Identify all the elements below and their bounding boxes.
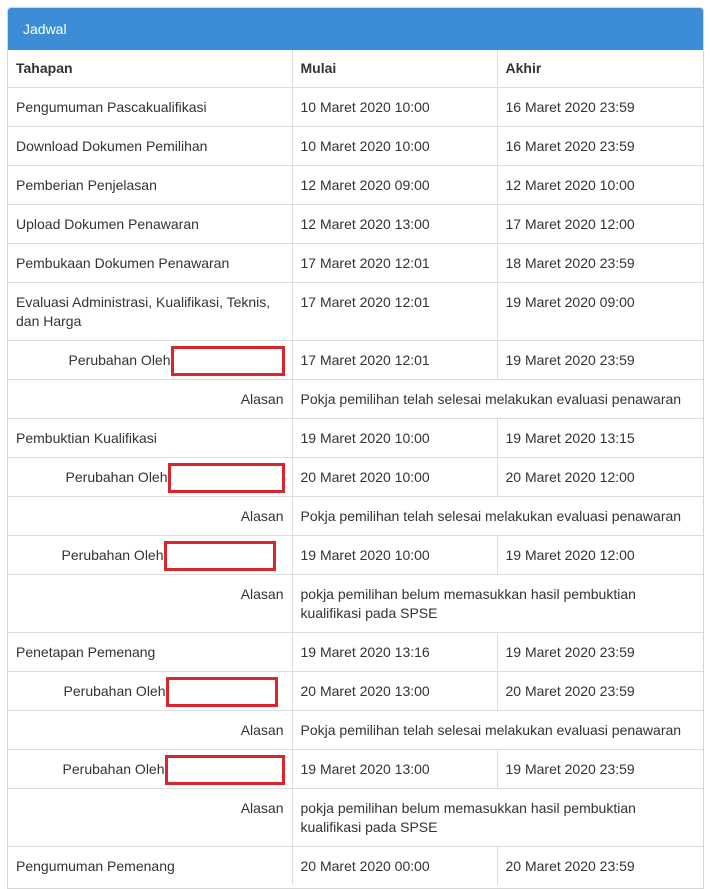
changed-by-label: Perubahan Oleh [65,469,168,485]
redaction-box [165,755,285,785]
stage-cell: Pemberian Penjelasan [8,166,292,205]
column-header-end: Akhir [497,50,703,88]
reason-row [8,711,703,750]
stage-cell: Pengumuman Pemenang [8,847,292,886]
changed-by-label: Perubahan Oleh [62,761,165,777]
changed-by-label: Perubahan Oleh [61,547,164,563]
end-cell: 17 Maret 2020 12:00 [497,205,703,244]
stage-cell: Pembukaan Dokumen Penawaran [8,244,292,283]
start-cell: 10 Maret 2020 10:00 [292,88,497,127]
change-cell [8,750,292,789]
start-cell: 12 Maret 2020 09:00 [292,166,497,205]
start-cell: 19 Maret 2020 10:00 [292,419,497,458]
table-row [8,633,703,672]
change-cell [8,341,292,380]
reason-text: pokja pemilihan belum memasukkan hasil pembuktian kualifikasi pada SPSE [292,575,703,633]
start-cell: 19 Maret 2020 13:16 [292,633,497,672]
table-row [8,205,703,244]
reason-label: Alasan [8,497,292,536]
start-cell: 20 Maret 2020 10:00 [292,458,497,497]
reason-text: pokja pemilihan belum memasukkan hasil pembuktian kualifikasi pada SPSE [292,789,703,847]
change-cell [8,536,292,575]
reason-row [8,575,703,633]
start-cell: 17 Maret 2020 12:01 [292,244,497,283]
table-row [8,88,703,127]
stage-cell: Download Dokumen Pemilihan [8,127,292,166]
end-cell: 12 Maret 2020 10:00 [497,166,703,205]
end-cell: 19 Maret 2020 13:15 [497,419,703,458]
reason-text: Pokja pemilihan telah selesai melakukan evaluasi penawaran [292,711,703,750]
table-row [8,847,703,886]
table-header-row [8,50,703,88]
table-row [8,166,703,205]
reason-label: Alasan [8,711,292,750]
stage-cell: Upload Dokumen Penawaran [8,205,292,244]
column-header-start: Mulai [292,50,497,88]
change-row [8,672,703,711]
table-row [8,419,703,458]
column-header-stage: Tahapan [16,60,73,76]
start-cell: 20 Maret 2020 00:00 [292,847,497,886]
redaction-box [168,463,285,493]
reason-label: Alasan [8,380,292,419]
panel-title: Jadwal [8,8,703,50]
reason-text: Pokja pemilihan telah selesai melakukan evaluasi penawaran [292,497,703,536]
schedule-panel [7,7,704,889]
end-cell: 19 Maret 2020 23:59 [497,633,703,672]
end-cell: 19 Maret 2020 23:59 [497,341,703,380]
table-row [8,283,703,341]
end-cell: 19 Maret 2020 09:00 [497,283,703,341]
start-cell: 20 Maret 2020 13:00 [292,672,497,711]
start-cell: 12 Maret 2020 13:00 [292,205,497,244]
end-cell: 19 Maret 2020 23:59 [497,750,703,789]
end-cell: 20 Maret 2020 23:59 [497,847,703,886]
changed-by-label: Perubahan Oleh [68,352,171,368]
stage-cell: Evaluasi Administrasi, Kualifikasi, Teknis, dan Harga [8,283,292,341]
stage-cell: Pembuktian Kualifikasi [8,419,292,458]
start-cell: 19 Maret 2020 10:00 [292,536,497,575]
reason-row [8,789,703,847]
end-cell: 18 Maret 2020 23:59 [497,244,703,283]
change-cell [8,672,292,711]
schedule-table [8,50,703,885]
change-row [8,750,703,789]
end-cell: 20 Maret 2020 12:00 [497,458,703,497]
end-cell: 20 Maret 2020 23:59 [497,672,703,711]
table-row [8,244,703,283]
redaction-box [166,677,278,707]
change-row [8,458,703,497]
stage-cell: Pengumuman Pascakualifikasi [8,88,292,127]
change-row [8,341,703,380]
redaction-box [164,541,276,571]
reason-label: Alasan [8,789,292,847]
change-cell [8,458,292,497]
end-cell: 16 Maret 2020 23:59 [497,88,703,127]
reason-row [8,497,703,536]
redaction-box [171,346,285,376]
start-cell: 19 Maret 2020 13:00 [292,750,497,789]
table-row [8,127,703,166]
reason-label: Alasan [8,575,292,633]
changed-by-label: Perubahan Oleh [63,683,166,699]
start-cell: 10 Maret 2020 10:00 [292,127,497,166]
reason-text: Pokja pemilihan telah selesai melakukan evaluasi penawaran [292,380,703,419]
end-cell: 19 Maret 2020 12:00 [497,536,703,575]
reason-row [8,380,703,419]
change-row [8,536,703,575]
stage-cell: Penetapan Pemenang [8,633,292,672]
end-cell: 16 Maret 2020 23:59 [497,127,703,166]
start-cell: 17 Maret 2020 12:01 [292,341,497,380]
start-cell: 17 Maret 2020 12:01 [292,283,497,341]
